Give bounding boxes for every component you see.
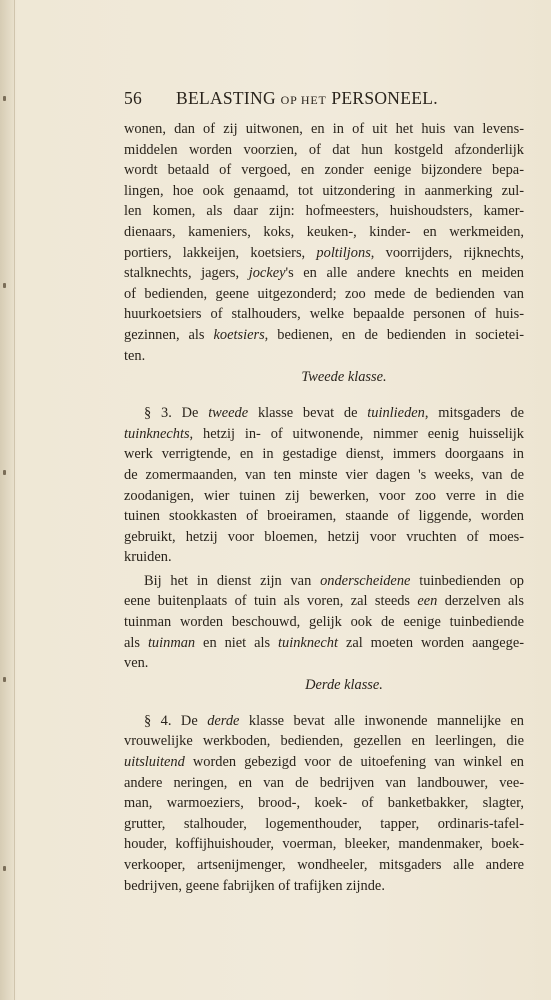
text-segment: de zomermaanden, van ten minste vier dagen 's weeks, van de	[124, 466, 524, 483]
running-header	[124, 88, 464, 109]
text-line	[124, 201, 524, 222]
italic-term: een	[417, 593, 438, 610]
text-segment: en niet als	[195, 634, 279, 651]
text-segment: portiers, lakkeijen, koetsiers,	[124, 244, 317, 261]
binding-gutter	[0, 0, 15, 1000]
text-segment: , hetzij in- of uitwonende, nimmer eenig huisselijk	[189, 425, 524, 442]
text-line	[124, 346, 524, 367]
text-segment: eene buitenplaats of tuin als voren, zal steeds	[124, 593, 418, 610]
text-line	[124, 403, 524, 424]
text-line	[124, 222, 524, 243]
paragraph-3	[124, 571, 524, 674]
binding-stitch	[3, 283, 6, 288]
text-segment: zal moeten worden aangege-	[338, 634, 524, 651]
text-line	[124, 814, 524, 835]
text-segment: len komen, als daar zijn: hofmeesters, huishoudsters, kamer-	[124, 203, 524, 220]
header-title-part1: BELASTING	[176, 88, 276, 108]
text-segment: huurkoetsiers of stalhouders, welke bepaalde personen of huis-	[124, 306, 524, 323]
text-segment: Bij het in dienst zijn van	[144, 572, 321, 589]
header-title-part3: PERSONEEL.	[331, 88, 438, 108]
page-number: 56	[124, 88, 143, 108]
text-line	[124, 633, 524, 654]
text-line	[124, 855, 524, 876]
text-line	[124, 773, 524, 794]
text-line	[124, 444, 524, 465]
text-segment: houder, koffijhuishouder, voerman, bleeker, mandenmaker, boek-	[124, 836, 524, 853]
text-line	[124, 547, 524, 568]
text-segment: gezinnen, als	[124, 326, 214, 343]
body-text	[124, 119, 524, 896]
text-segment: tuinbedienden op	[410, 572, 524, 589]
italic-term: onderscheidene	[320, 572, 411, 589]
text-line	[124, 793, 524, 814]
text-segment: wonen, dan of zij uitwonen, en in of uit het huis van levens-	[124, 121, 524, 137]
binding-stitch	[3, 866, 6, 871]
text-segment: zoodanigen, wier tuinen zij bewerken, voor zoo verre in die	[124, 487, 524, 504]
spacer	[124, 390, 524, 403]
text-line	[124, 653, 524, 674]
text-segment: lingen, hoe ook genaamd, tot uitzondering in aanmerking zul-	[124, 182, 524, 199]
paragraph-2	[124, 403, 524, 568]
text-segment: derzelven als	[437, 593, 524, 610]
text-segment: klasse bevat de	[248, 405, 368, 422]
text-line	[124, 424, 524, 445]
italic-term: tuinman	[147, 634, 196, 651]
text-segment: verkooper, artsenijmenger, wondheeler, mitsgaders alle andere	[124, 857, 524, 873]
text-line	[124, 140, 524, 161]
text-segment: , mitsgaders de	[424, 405, 524, 422]
text-segment: stalknechts, jagers,	[124, 265, 249, 282]
binding-stitch	[3, 96, 6, 101]
paragraph-1	[124, 119, 524, 366]
italic-term: tuinknecht	[278, 634, 338, 651]
text-segment: kruiden.	[124, 549, 172, 566]
text-line	[124, 506, 524, 527]
text-line	[124, 591, 524, 612]
text-segment: vrouwelijke werkboden, bedienden, gezellen en leerlingen, die	[124, 733, 524, 750]
text-segment: § 4. De	[144, 712, 208, 729]
spacer	[124, 698, 524, 711]
italic-term: poltiljons	[316, 244, 371, 261]
section-heading-derde-klasse: Derde klasse.	[305, 676, 383, 693]
text-line	[124, 711, 524, 732]
text-segment: middelen worden voorzien, of dat hun kostgeld afzonderlijk	[124, 141, 524, 158]
text-line	[124, 527, 524, 548]
text-segment: ten.	[124, 347, 146, 364]
binding-stitch	[3, 470, 6, 475]
text-line	[124, 304, 524, 325]
text-line	[124, 834, 524, 855]
text-line	[124, 119, 524, 140]
text-segment: 's en alle andere knechts en meiden	[285, 265, 524, 282]
italic-term: uitsluitend	[124, 754, 185, 771]
text-line	[124, 263, 524, 284]
header-title-part2: OP HET	[280, 93, 327, 107]
text-segment: andere neringen, en van de bedrijven van landbouwer, vee-	[124, 774, 524, 791]
text-segment: man, warmoeziers, brood-, koek- of banketbakker, slagter,	[124, 795, 524, 812]
text-line	[124, 571, 524, 592]
text-segment: , bedienen, en de bedienden in societei-	[264, 326, 524, 343]
text-line	[124, 325, 524, 346]
text-segment: gebruikt, hetzij voor bloemen, hetzij voor vruchten of moes-	[124, 528, 524, 545]
italic-term: tuinknechts	[124, 425, 190, 442]
text-segment: tuinen stookkasten of broeiramen, staande of liggende, worden	[124, 508, 524, 525]
italic-term: jockey	[248, 265, 286, 282]
text-segment: tuinman worden beschouwd, gelijk ook de eenige tuinbediende	[124, 614, 524, 631]
text-segment: grutter, stalhouder, logementhouder, tapper, ordinaris-tafel-	[124, 815, 524, 832]
text-line	[124, 612, 524, 633]
text-segment: klasse bevat alle inwonende mannelijke en	[239, 712, 524, 729]
text-segment: als	[124, 634, 148, 651]
text-segment: werk verrigtende, en in gestadige dienst, immers doorgaans in	[124, 446, 524, 463]
text-line	[124, 181, 524, 202]
text-line	[124, 752, 524, 773]
italic-term: koetsiers	[213, 326, 265, 343]
paragraph-4	[124, 711, 524, 896]
italic-term: tweede	[208, 405, 249, 422]
text-segment: dienaars, kameniers, koks, keuken-, kinder- en werkmeiden,	[124, 223, 524, 240]
binding-stitch	[3, 677, 6, 682]
text-segment: , voorrijders, rijknechts,	[370, 244, 524, 261]
text-segment: ven.	[124, 655, 149, 672]
text-segment: worden gebezigd voor de uitoefening van winkel en	[184, 754, 524, 771]
text-line	[124, 486, 524, 507]
text-line	[124, 876, 524, 897]
text-line	[124, 731, 524, 752]
italic-term: derde	[207, 712, 240, 729]
text-segment: bedrijven, geene fabrijken of trafijken zijnde.	[124, 877, 385, 894]
section-heading-tweede-klasse: Tweede klasse.	[301, 369, 387, 386]
text-segment: wordt betaald of vergoed, en zonder eenige bijzondere bepa-	[124, 162, 524, 179]
text-segment: § 3. De	[144, 405, 209, 422]
text-line	[124, 284, 524, 305]
text-line	[124, 465, 524, 486]
italic-term: tuinlieden	[367, 405, 425, 422]
text-line	[124, 243, 524, 264]
text-segment: of bedienden, geene uitgezonderd; zoo mede de bedienden van	[124, 285, 524, 302]
text-line	[124, 160, 524, 181]
